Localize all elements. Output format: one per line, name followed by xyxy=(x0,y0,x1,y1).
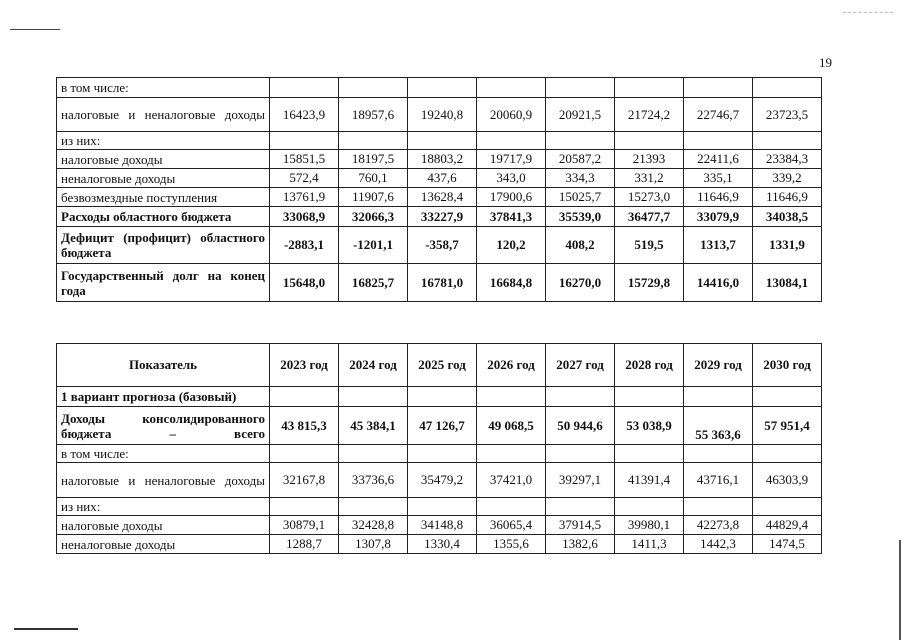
table-row xyxy=(57,132,822,150)
row-label: безвозмездные поступления xyxy=(57,188,270,207)
value-cell: 19240,8 xyxy=(408,98,477,132)
value-cell: 339,2 xyxy=(753,169,822,188)
value-cell: 11646,9 xyxy=(684,188,753,207)
value-cell: 16781,0 xyxy=(408,264,477,302)
row-label: Государственный долг на конец года xyxy=(57,264,270,302)
value-cell: 18197,5 xyxy=(339,150,408,169)
value-cell: 16423,9 xyxy=(270,98,339,132)
value-cell: 1307,8 xyxy=(339,535,408,554)
value-cell: 760,1 xyxy=(339,169,408,188)
empty-cell xyxy=(615,387,684,407)
empty-cell xyxy=(615,132,684,150)
empty-cell xyxy=(270,387,339,407)
value-cell: -358,7 xyxy=(408,227,477,264)
empty-cell xyxy=(684,498,753,516)
table-row xyxy=(57,516,822,535)
value-cell: 32428,8 xyxy=(339,516,408,535)
budget-table-continued xyxy=(56,77,822,302)
empty-cell xyxy=(684,132,753,150)
empty-cell xyxy=(408,132,477,150)
empty-cell xyxy=(546,498,615,516)
value-cell: 22746,7 xyxy=(684,98,753,132)
value-cell: 35479,2 xyxy=(408,463,477,498)
empty-cell xyxy=(753,387,822,407)
value-cell: 11646,9 xyxy=(753,188,822,207)
empty-cell xyxy=(339,78,408,98)
row-label: налоговые доходы xyxy=(57,150,270,169)
value-cell: 1355,6 xyxy=(477,535,546,554)
value-cell: 57 951,4 xyxy=(753,407,822,445)
value-cell: 39980,1 xyxy=(615,516,684,535)
value-cell: 20921,5 xyxy=(546,98,615,132)
empty-cell xyxy=(339,387,408,407)
value-cell: 41391,4 xyxy=(615,463,684,498)
value-cell: 19717,9 xyxy=(477,150,546,169)
table-row xyxy=(57,407,822,445)
table-row xyxy=(57,498,822,516)
value-cell: 42273,8 xyxy=(684,516,753,535)
value-cell: 13084,1 xyxy=(753,264,822,302)
table-row xyxy=(57,169,822,188)
value-cell: 44829,4 xyxy=(753,516,822,535)
table-row xyxy=(57,98,822,132)
value-cell: 17900,6 xyxy=(477,188,546,207)
empty-cell xyxy=(477,387,546,407)
table-row xyxy=(57,227,822,264)
header-year: 2029 год xyxy=(684,344,753,387)
value-cell: 1330,4 xyxy=(408,535,477,554)
row-label: Расходы областного бюджета xyxy=(57,207,270,227)
value-cell: 50 944,6 xyxy=(546,407,615,445)
value-cell: 35539,0 xyxy=(546,207,615,227)
value-cell: 23723,5 xyxy=(753,98,822,132)
value-cell: 20060,9 xyxy=(477,98,546,132)
empty-cell xyxy=(477,445,546,463)
row-label: Доходы консолидированного бюджета – всего xyxy=(57,407,270,445)
value-cell: 37914,5 xyxy=(546,516,615,535)
value-cell: 15273,0 xyxy=(615,188,684,207)
empty-cell xyxy=(339,498,408,516)
empty-cell xyxy=(408,498,477,516)
empty-cell xyxy=(477,132,546,150)
table-row xyxy=(57,535,822,554)
value-cell: 16270,0 xyxy=(546,264,615,302)
value-cell: 53 038,9 xyxy=(615,407,684,445)
row-label: 1 вариант прогноза (базовый) xyxy=(57,387,270,407)
value-cell: 36477,7 xyxy=(615,207,684,227)
table-row xyxy=(57,207,822,227)
value-cell: 1474,5 xyxy=(753,535,822,554)
table-row xyxy=(57,78,822,98)
table-row xyxy=(57,188,822,207)
value-cell: 15648,0 xyxy=(270,264,339,302)
empty-cell xyxy=(753,498,822,516)
table-row xyxy=(57,387,822,407)
value-cell: 331,2 xyxy=(615,169,684,188)
value-cell: 15729,8 xyxy=(615,264,684,302)
empty-cell xyxy=(546,387,615,407)
row-label: налоговые доходы xyxy=(57,516,270,535)
empty-cell xyxy=(546,78,615,98)
row-label: налоговые и неналоговые доходы xyxy=(57,463,270,498)
value-cell: 572,4 xyxy=(270,169,339,188)
value-cell: 22411,6 xyxy=(684,150,753,169)
value-cell: 1313,7 xyxy=(684,227,753,264)
header-year: 2023 год xyxy=(270,344,339,387)
value-cell: 437,6 xyxy=(408,169,477,188)
value-cell: 408,2 xyxy=(546,227,615,264)
empty-cell xyxy=(546,132,615,150)
table-row xyxy=(57,463,822,498)
empty-cell xyxy=(408,387,477,407)
value-cell: 30879,1 xyxy=(270,516,339,535)
page-edge-mark xyxy=(899,540,901,640)
value-cell: 13628,4 xyxy=(408,188,477,207)
row-label: из них: xyxy=(57,498,270,516)
empty-cell xyxy=(270,132,339,150)
bottom-left-rule xyxy=(14,628,78,630)
header-year: 2028 год xyxy=(615,344,684,387)
value-cell: 16825,7 xyxy=(339,264,408,302)
value-cell: 33227,9 xyxy=(408,207,477,227)
empty-cell xyxy=(753,78,822,98)
row-label: в том числе: xyxy=(57,445,270,463)
header-indicator: Показатель xyxy=(57,344,270,387)
header-year: 2026 год xyxy=(477,344,546,387)
row-label: из них: xyxy=(57,132,270,150)
value-cell: 32167,8 xyxy=(270,463,339,498)
value-cell: 33736,6 xyxy=(339,463,408,498)
value-cell: 20587,2 xyxy=(546,150,615,169)
value-cell: 36065,4 xyxy=(477,516,546,535)
value-cell: 33068,9 xyxy=(270,207,339,227)
empty-cell xyxy=(477,78,546,98)
value-cell: 37421,0 xyxy=(477,463,546,498)
value-cell: 1442,3 xyxy=(684,535,753,554)
value-cell: 14416,0 xyxy=(684,264,753,302)
row-label: неналоговые доходы xyxy=(57,535,270,554)
empty-cell xyxy=(684,78,753,98)
value-cell: 46303,9 xyxy=(753,463,822,498)
empty-cell xyxy=(615,78,684,98)
value-cell: 1411,3 xyxy=(615,535,684,554)
table-row xyxy=(57,150,822,169)
value-cell: 45 384,1 xyxy=(339,407,408,445)
value-cell: 120,2 xyxy=(477,227,546,264)
value-cell: 34038,5 xyxy=(753,207,822,227)
header-year: 2027 год xyxy=(546,344,615,387)
value-cell: 23384,3 xyxy=(753,150,822,169)
empty-cell xyxy=(339,132,408,150)
empty-cell xyxy=(615,498,684,516)
value-cell: 13761,9 xyxy=(270,188,339,207)
value-cell: 55 363,6 xyxy=(684,407,753,445)
empty-cell xyxy=(408,445,477,463)
row-label: в том числе: xyxy=(57,78,270,98)
value-cell: 18803,2 xyxy=(408,150,477,169)
header-year: 2030 год xyxy=(753,344,822,387)
value-cell: 519,5 xyxy=(615,227,684,264)
value-cell: 47 126,7 xyxy=(408,407,477,445)
empty-cell xyxy=(546,445,615,463)
value-cell: 34148,8 xyxy=(408,516,477,535)
value-cell: 334,3 xyxy=(546,169,615,188)
value-cell: 1288,7 xyxy=(270,535,339,554)
top-right-scan-mark xyxy=(843,12,893,13)
row-label: налоговые и неналоговые доходы xyxy=(57,98,270,132)
value-cell: 1331,9 xyxy=(753,227,822,264)
row-label: неналоговые доходы xyxy=(57,169,270,188)
value-cell: 18957,6 xyxy=(339,98,408,132)
value-cell: -1201,1 xyxy=(339,227,408,264)
value-cell: 33079,9 xyxy=(684,207,753,227)
empty-cell xyxy=(339,445,408,463)
empty-cell xyxy=(477,498,546,516)
header-year: 2025 год xyxy=(408,344,477,387)
value-cell: 21393 xyxy=(615,150,684,169)
page-number: 19 xyxy=(819,55,832,70)
empty-cell xyxy=(753,132,822,150)
value-cell: 15025,7 xyxy=(546,188,615,207)
value-cell: 343,0 xyxy=(477,169,546,188)
value-cell: 335,1 xyxy=(684,169,753,188)
value-cell: 1382,6 xyxy=(546,535,615,554)
value-cell: 43 815,3 xyxy=(270,407,339,445)
table-row xyxy=(57,445,822,463)
top-left-rule xyxy=(10,29,60,30)
empty-cell xyxy=(753,445,822,463)
empty-cell xyxy=(270,78,339,98)
header-year: 2024 год xyxy=(339,344,408,387)
empty-cell xyxy=(270,498,339,516)
value-cell: 15851,5 xyxy=(270,150,339,169)
value-cell: -2883,1 xyxy=(270,227,339,264)
value-cell: 39297,1 xyxy=(546,463,615,498)
value-cell: 16684,8 xyxy=(477,264,546,302)
value-cell: 32066,3 xyxy=(339,207,408,227)
table-row xyxy=(57,264,822,302)
empty-cell xyxy=(684,445,753,463)
table-header-row xyxy=(57,344,822,387)
forecast-table xyxy=(56,343,822,554)
value-cell: 11907,6 xyxy=(339,188,408,207)
empty-cell xyxy=(270,445,339,463)
value-cell: 43716,1 xyxy=(684,463,753,498)
empty-cell xyxy=(684,387,753,407)
empty-cell xyxy=(408,78,477,98)
value-cell: 49 068,5 xyxy=(477,407,546,445)
row-label: Дефицит (профицит) областного бюджета xyxy=(57,227,270,264)
value-cell: 21724,2 xyxy=(615,98,684,132)
value-cell: 37841,3 xyxy=(477,207,546,227)
empty-cell xyxy=(615,445,684,463)
